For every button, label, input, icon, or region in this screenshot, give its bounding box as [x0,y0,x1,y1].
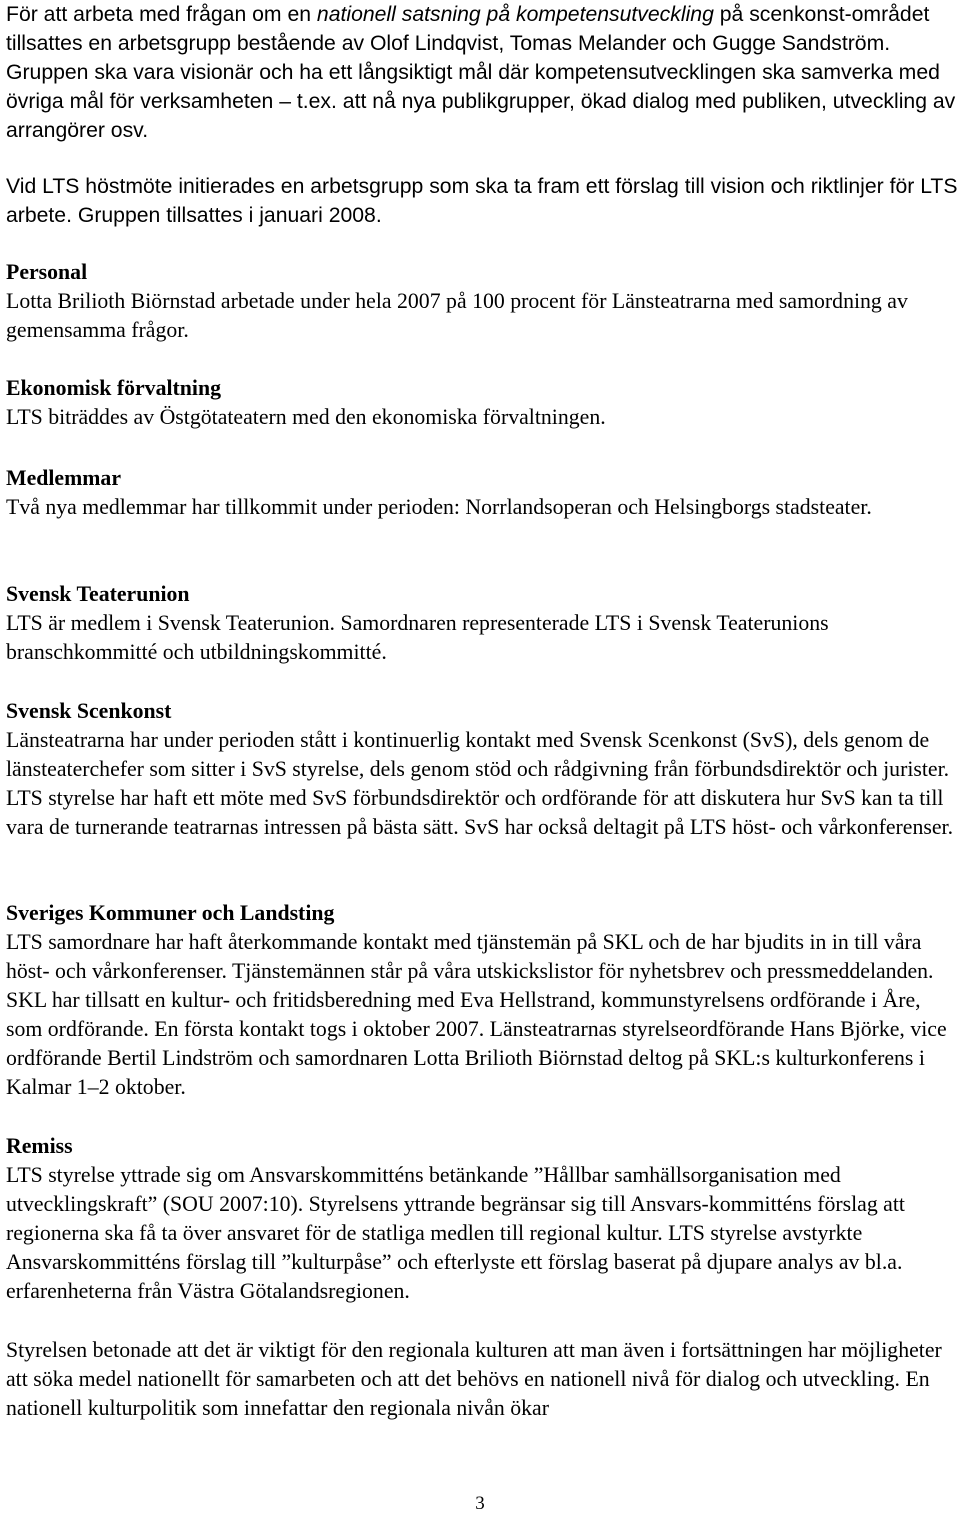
intro-text-a: För att arbeta med frågan om en [6,3,317,26]
section-heading: Personal [6,260,88,284]
intro-text-2: Vid LTS höstmöte initierades en arbetsgrupp som ska ta fram ett förslag till vision och riktlinjer för LTS arbete. Gruppen tillsattes i januari 2008. [6,175,958,227]
section-ekonomisk-forvaltning [6,374,958,432]
intro-text-b: på scenkonst-området tillsattes en arbetsgrupp bestående av Olof Lindqvist, Tomas Melander och Gugge Sandström. Gruppen ska vara visionär och ha ett långsiktigt mål där kompetensutvecklingen ska samverka med övriga mål för verksamheten – t.ex. att nå nya publikgrupper, ökad dialog med publiken, utveckling av arrangörer osv. [6,3,956,142]
section-body: Länsteatrarna har under perioden stått i kontinuerlig kontakt med Svensk Scenkonst (SvS), dels genom de länsteaterchefer som sitter i SvS styrelse, dels genom stöd och rådgivning från förbundsdirektör och jurister. LTS styrelse har haft ett möte med SvS förbundsdirektör och ordförande för att diskutera hur SvS kan ta till vara de turnerande teatrarnas intressen på bästa sätt. SvS har också deltagit på LTS höst- och vårkonferenser. [6,728,954,839]
section-sveriges-kommuner-och-landsting [6,899,958,1102]
section-svensk-scenkonst [6,697,958,842]
section-medlemmar [6,464,958,522]
section-body: LTS är medlem i Svensk Teaterunion. Samordnaren representerade LTS i Svensk Teaterunions branschkommitté och utbildningskommitté. [6,611,829,664]
section-body: LTS styrelse yttrade sig om Ansvarskommitténs betänkande ”Hållbar samhällsorganisation med utvecklingskraft” (SOU 2007:10). Styrelsens yttrande begränsar sig till Ansvars-kommitténs förslag att regionerna ska få ta över ansvaret för de statliga medlen till regional kultur. LTS styrelse avstyrkte Ansvarskommitténs förslag till ”kulturpåse” och efterlyste ett förslag baserat på djupare analys av bl.a. erfarenheterna från Västra Götalandsregionen. [6,1163,905,1303]
section-heading: Sveriges Kommuner och Landsting [6,901,335,925]
section-heading: Ekonomisk förvaltning [6,376,221,400]
section-body: Lotta Brilioth Biörnstad arbetade under hela 2007 på 100 procent för Länsteatrarna med samordning av gemensamma frågor. [6,289,908,342]
section-body: LTS biträddes av Östgötateatern med den ekonomiska förvaltningen. [6,405,606,429]
section-svensk-teaterunion [6,580,958,667]
section-heading: Remiss [6,1134,73,1158]
section-remiss [6,1132,958,1306]
intro-paragraph-1 [6,0,958,145]
section-heading: Svensk Teaterunion [6,582,190,606]
section-heading: Medlemmar [6,466,121,490]
page-number: 3 [475,1493,485,1514]
section-heading: Svensk Scenkonst [6,699,172,723]
remiss-continuation-paragraph [6,1336,958,1423]
intro-emphasis: nationell satsning på kompetensutveckling [316,3,714,26]
section-body-continued: Styrelsen betonade att det är viktigt för den regionala kulturen att man även i fortsättningen har möjligheter att söka medel nationellt för samarbeten och att det behövs en nationell nivå för dialog och utveckling. En nationell kulturpolitik som innefattar den regionala nivån ökar [6,1338,942,1420]
section-body: Två nya medlemmar har tillkommit under perioden: Norrlandsoperan och Helsingborgs stadsteater. [6,495,872,519]
section-body: LTS samordnare har haft återkommande kontakt med tjänstemän på SKL och de har bjudits in in till våra höst- och vårkonferenser. Tjänstemännen står på våra utskickslistor för nyhetsbrev och pressmeddelanden. SKL har tillsatt en kultur- och fritidsberedning med Eva Hellstrand, kommunstyrelsens ordförande i Åre, som ordförande. En första kontakt togs i oktober 2007. Länsteatrarnas styrelseordförande Hans Björke, vice ordförande Bertil Lindström och samordnaren Lotta Brilioth Biörnstad deltog på SKL:s kulturkonferens i Kalmar 1–2 oktober. [6,930,947,1099]
intro-paragraph-2 [6,172,958,230]
section-personal [6,258,958,345]
